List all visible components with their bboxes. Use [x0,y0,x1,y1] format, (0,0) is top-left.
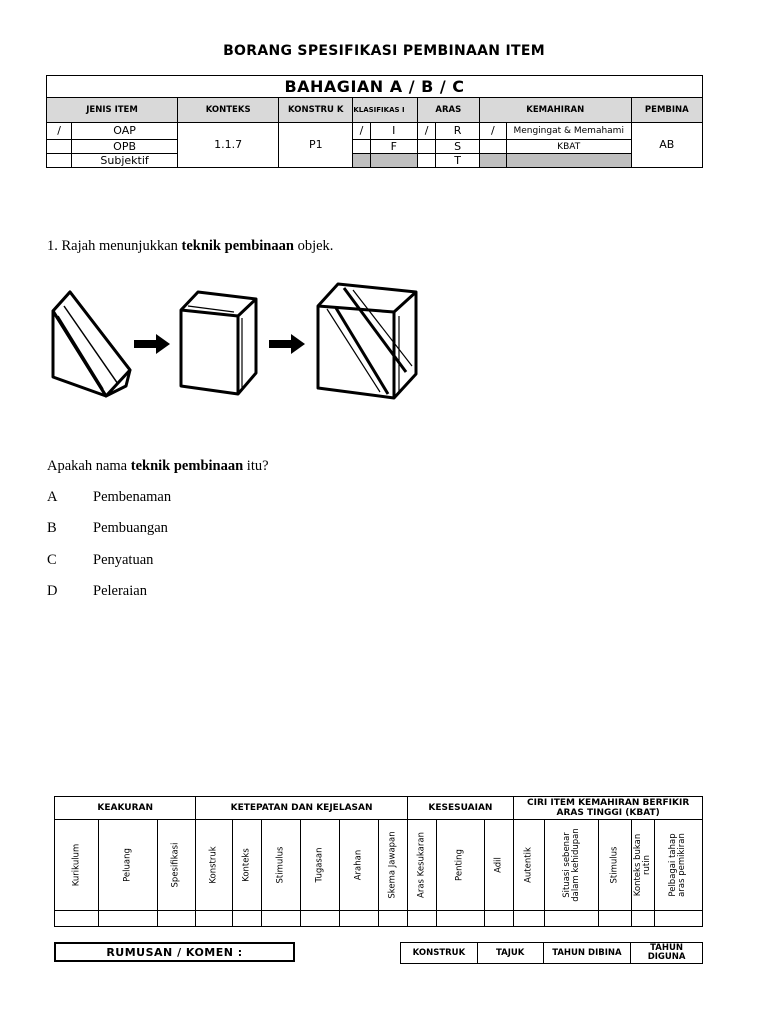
meta-konstruk: KONSTRUK [401,943,478,964]
jenis-item-oap: OAP [72,123,178,140]
rumusan-komen-box: RUMUSAN / KOMEN : [54,942,295,962]
option-d[interactable]: D Peleraian [47,583,147,599]
aras-t: T [436,154,479,168]
kemahiran-mark: / [479,123,506,140]
combined-shape-icon [318,284,416,398]
col-konteks-bukan-rutin: Konteks bukan rutin [632,820,655,911]
klasifikasi-i: I [370,123,417,140]
question-text: 1. Rajah menunjukkan teknik pembinaan objek. [47,238,334,254]
header-konteks: KONTEKS [178,98,279,123]
question-prompt: Apakah nama teknik pembinaan itu? [47,458,269,474]
header-kemahiran: KEMAHIRAN [479,98,631,123]
konstruk-value: P1 [279,123,353,168]
jenis-item-mark: / [47,123,72,140]
group-keakuran: KEAKURAN [55,797,196,820]
wedge-shape-icon [53,292,130,396]
klasifikasi-mark: / [353,123,370,140]
col-arahan: Arahan [339,820,378,911]
aras-r: R [436,123,479,140]
cube-shape-icon [181,292,256,394]
col-adil: Adil [484,820,514,911]
meta-tahun-dibina: TAHUN DIBINA [543,943,631,964]
option-c[interactable]: C Penyatuan [47,552,154,568]
col-penting: Penting [437,820,484,911]
arrow-right-icon [134,334,170,354]
col-kurikulum: Kurikulum [55,820,99,911]
option-a[interactable]: A Pembenaman [47,489,172,505]
col-konstruk: Konstruk [196,820,233,911]
col-spesifikasi: Spesifikasi [157,820,196,911]
option-b[interactable]: B Pembuangan [47,520,168,536]
meta-tajuk: TAJUK [477,943,543,964]
col-stimulus: Stimulus [262,820,301,911]
col-stimulus-kbat: Stimulus [599,820,632,911]
col-tugasan: Tugasan [301,820,340,911]
header-pembina: PEMBINA [631,98,702,123]
kemahiran-kbat: KBAT [506,140,631,154]
meta-tahun-diguna: TAHUN DIGUNA [631,943,703,964]
group-ketepatan: KETEPATAN DAN KEJELASAN [196,797,407,820]
evaluation-table [54,796,703,927]
pembina-value: AB [631,123,702,168]
col-aras-kesukaran: Aras Kesukaran [407,820,437,911]
konteks-value: 1.1.7 [178,123,279,168]
col-peluang: Peluang [99,820,157,911]
col-konteks: Konteks [233,820,262,911]
header-klasifikasi: KLASIFIKAS I [353,98,418,123]
form-title: BORANG SPESIFIKASI PEMBINAAN ITEM [223,43,545,59]
construction-technique-figure [48,276,428,402]
aras-s: S [436,140,479,154]
group-kesesuaian: KESESUAIAN [407,797,514,820]
col-skema-jawapan: Skema Jawapan [378,820,407,911]
item-spec-table [46,75,703,168]
group-kbat: CIRI ITEM KEMAHIRAN BERFIKIR ARAS TINGGI (KBAT) [514,797,703,820]
section-heading: BAHAGIAN A / B / C [47,76,703,98]
aras-mark: / [417,123,436,140]
kemahiran-mengingat: Mengingat & Memahami [506,123,631,140]
col-situasi-sebenar: Situasi sebenar dalam kehidupan [544,820,598,911]
jenis-item-subjektif: Subjektif [72,154,178,168]
col-autentik: Autentik [514,820,545,911]
meta-table [400,942,703,964]
header-jenis-item: JENIS ITEM [47,98,178,123]
jenis-item-opb: OPB [72,140,178,154]
header-konstruk: KONSTRU K [279,98,353,123]
col-pelbagai-tahap: Pelbagai tahap aras pemikiran [654,820,702,911]
arrow-right-icon [269,334,305,354]
header-aras: ARAS [417,98,479,123]
klasifikasi-f: F [370,140,417,154]
